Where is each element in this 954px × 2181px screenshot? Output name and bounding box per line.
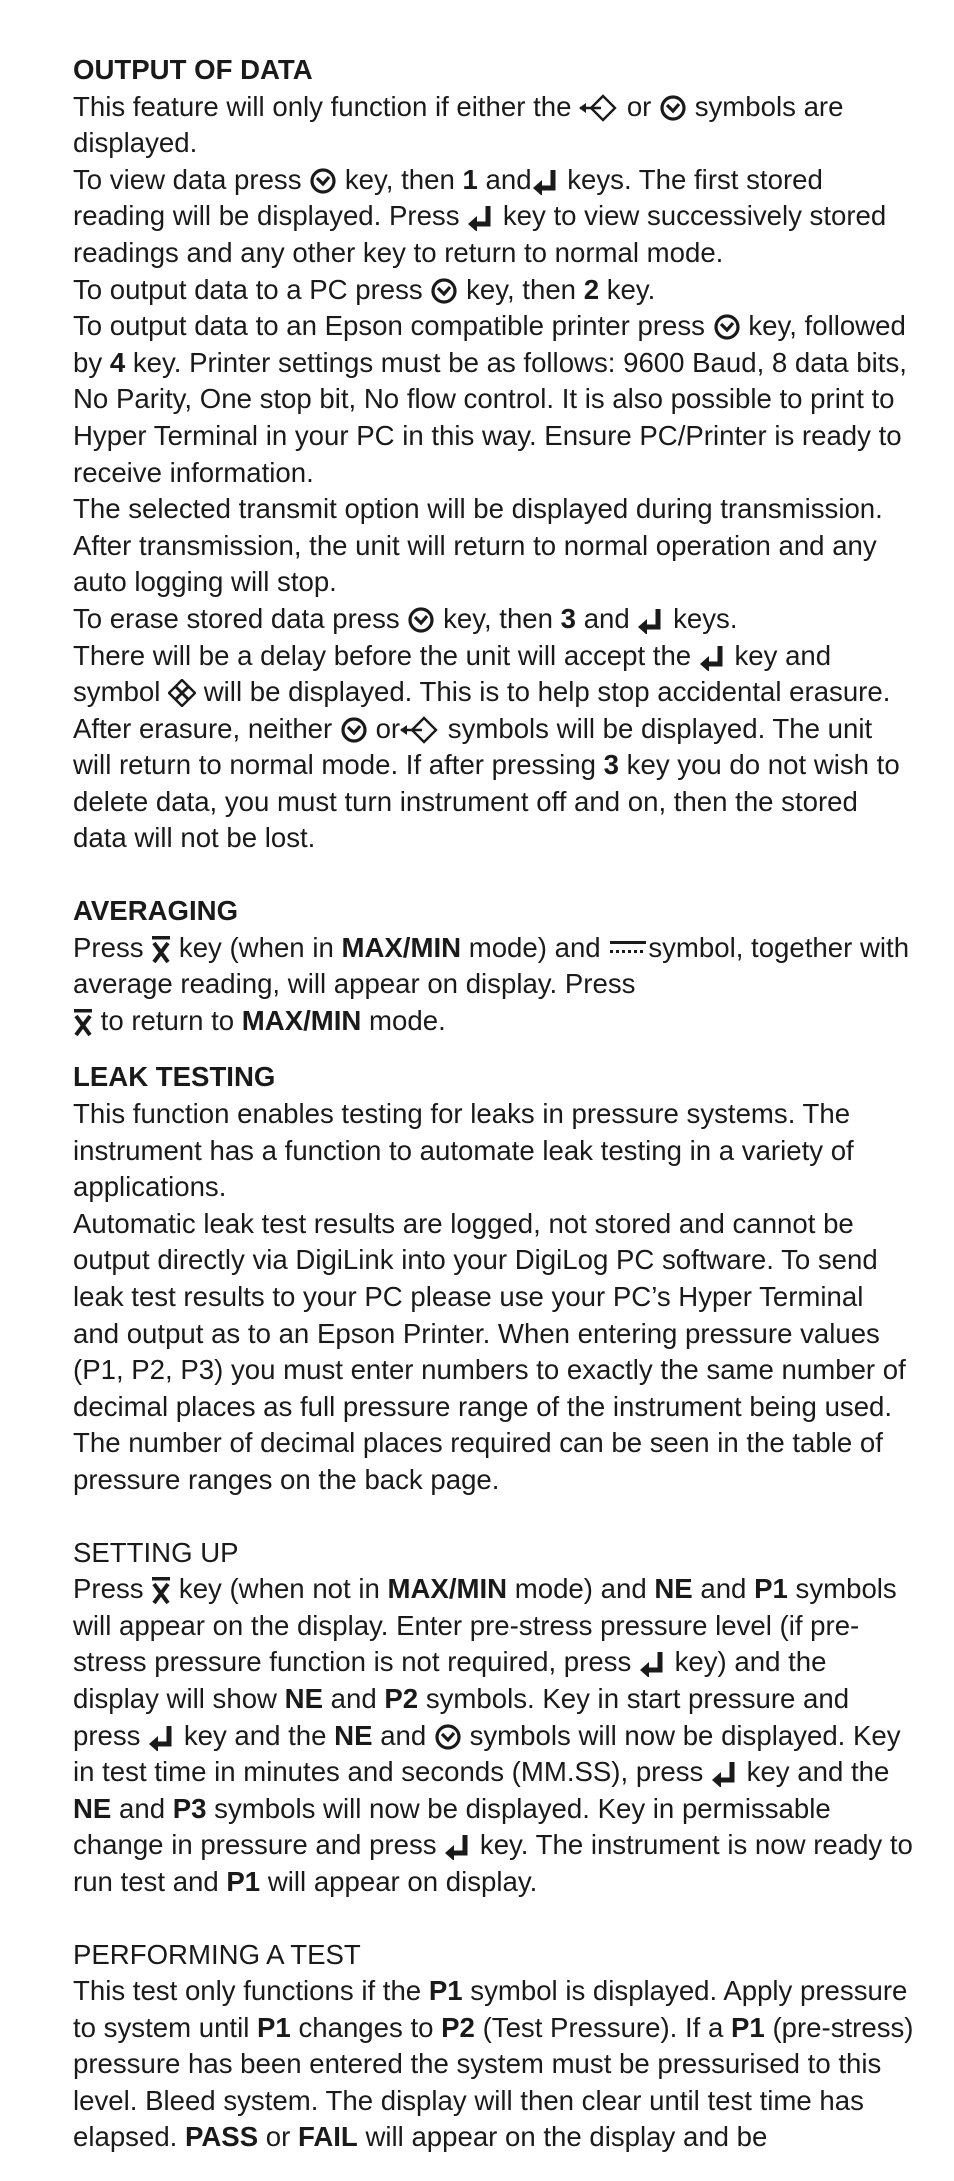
text: key) and the display will show xyxy=(73,1646,827,1714)
paragraph: Automatic leak test results are logged, not stored and cannot be output directly via DigiLink into your DigiLog PC software. To send leak test results to your PC please use your PC’s Hyper Terminal and output as to an Epson Printer. When entering pressure values (P1, P2, P3) you must enter numbers to exactly the same number of decimal places as full pressure range of the instrument being used. The number of decimal places required can be seen in the table of pressure ranges on the back page. xyxy=(73,1207,906,1495)
text: (pre-stress) pressure has been entered the system must be pressurised to this level. Bleed system. The display will then clear until test time has elapsed. xyxy=(73,2011,914,2153)
text: symbol is displayed. Apply pressure to system until xyxy=(73,1975,908,2043)
memory-clock-icon xyxy=(340,716,368,744)
text: will appear on the display and be xyxy=(365,2121,768,2153)
text: key. The instrument is now ready to run test and xyxy=(73,1829,913,1897)
x-bar-key-icon xyxy=(151,935,171,963)
key-label: 4 xyxy=(109,346,126,378)
enter-key-icon xyxy=(637,606,665,634)
symbol-label: P1 xyxy=(226,1865,261,1897)
heading-setting-up: SETTING UP xyxy=(73,1536,239,1568)
transmit-diamond-icon xyxy=(400,716,440,744)
mode-label: MAX/MIN xyxy=(241,1004,362,1036)
memory-clock-icon xyxy=(713,313,741,341)
paragraph xyxy=(73,1571,914,1900)
text: symbols will now be displayed. Key in test time in minutes and seconds (MM.SS), press xyxy=(73,1719,901,1788)
text: and xyxy=(380,1719,427,1751)
text: and xyxy=(485,163,532,195)
section-averaging xyxy=(73,893,914,1039)
text: key, then xyxy=(443,602,553,634)
paragraph xyxy=(73,638,914,858)
paragraph xyxy=(73,308,914,491)
key-label: 3 xyxy=(603,749,619,781)
enter-key-icon xyxy=(639,1649,667,1677)
erase-diamond-icon xyxy=(168,679,196,707)
text: To erase stored data press xyxy=(73,602,400,634)
transmit-diamond-icon xyxy=(579,94,619,122)
text: or xyxy=(265,2121,291,2153)
text: mode) and xyxy=(468,931,601,963)
x-bar-key-icon xyxy=(151,1576,171,1604)
enter-key-icon xyxy=(711,1759,739,1787)
paragraph xyxy=(73,162,914,272)
text: mode) and xyxy=(514,1573,647,1605)
memory-clock-icon xyxy=(309,167,337,195)
memory-clock-icon xyxy=(430,277,458,305)
section-output-of-data xyxy=(73,52,914,857)
text: key and symbol xyxy=(73,639,832,708)
average-symbol-icon xyxy=(608,935,648,963)
text: symbol, together with average reading, will appear on display. Press xyxy=(73,931,910,1000)
text: key. xyxy=(606,273,656,305)
text: key, then xyxy=(466,273,577,305)
symbol-label: NE xyxy=(284,1682,323,1714)
text: keys. xyxy=(673,602,738,634)
text: symbols will appear on the display. Enter pre-stress pressure level (if pre-stress pressure function is not required, press xyxy=(73,1573,897,1678)
text: symbols are displayed. xyxy=(73,90,844,159)
text: key and the xyxy=(183,1719,327,1751)
text: key, then xyxy=(344,163,455,195)
text: keys. The first stored reading will be displayed. Press xyxy=(73,163,823,232)
text: key, followed by xyxy=(73,310,906,378)
section-leak-testing xyxy=(73,1059,914,1498)
text: This feature will only function if either the xyxy=(73,90,572,122)
text: key. Printer settings must be as follows: 9600 Baud, 8 data bits, No Parity, One stop bit, No flow control. It is also possible to print to Hyper Terminal in your PC in this way. Ensure PC/Printer is ready to receive information. xyxy=(73,346,907,488)
text: This test only functions if the xyxy=(73,1975,422,2007)
text: There will be a delay before the unit will accept the xyxy=(73,639,692,671)
text: will appear on display. xyxy=(267,1865,538,1897)
symbol-label: NE xyxy=(73,1792,112,1824)
symbol-label: P1 xyxy=(754,1573,788,1605)
text: To view data press xyxy=(73,163,302,195)
heading-performing-a-test: PERFORMING A TEST xyxy=(73,1938,361,1970)
key-label: 3 xyxy=(560,602,577,634)
heading-output-of-data: OUTPUT OF DATA xyxy=(73,54,313,85)
heading-leak-testing: LEAK TESTING xyxy=(73,1061,276,1093)
symbol-label: NE xyxy=(654,1573,693,1605)
enter-key-icon xyxy=(148,1723,176,1751)
text: key (when not in xyxy=(178,1573,380,1605)
mode-label: MAX/MIN xyxy=(387,1573,508,1605)
symbol-label: P2 xyxy=(384,1682,419,1714)
text: key (when in xyxy=(178,931,334,963)
key-label: 1 xyxy=(462,163,478,195)
heading-averaging: AVERAGING xyxy=(73,895,239,927)
enter-key-icon xyxy=(532,167,560,195)
symbol-label: P1 xyxy=(428,1975,463,2007)
result-label: FAIL xyxy=(297,2121,358,2153)
symbol-label: P2 xyxy=(441,2011,475,2043)
paragraph: The selected transmit option will be displayed during transmission. After transmission, the unit will return to normal operation and any auto logging will stop. xyxy=(73,493,883,598)
text: key and the xyxy=(746,1756,890,1788)
text: To output data to an Epson compatible printer press xyxy=(73,310,705,342)
memory-clock-icon xyxy=(434,1723,462,1751)
symbol-label: P1 xyxy=(731,2011,765,2043)
enter-key-icon xyxy=(699,643,727,671)
text: symbols will be displayed. The unit will return to normal mode. If after pressing xyxy=(73,712,873,781)
enter-key-icon xyxy=(467,203,495,231)
text: (Test Pressure). If a xyxy=(482,2011,724,2043)
text: symbols will now be displayed. Key in permissable change in pressure and press xyxy=(73,1792,831,1861)
paragraph xyxy=(73,1973,914,2156)
enter-key-icon xyxy=(444,1832,472,1860)
text: or xyxy=(375,712,401,744)
text: and xyxy=(119,1792,166,1824)
section-performing-a-test xyxy=(73,1937,914,2157)
paragraph xyxy=(73,930,914,1040)
memory-clock-icon xyxy=(659,94,687,122)
text: Press xyxy=(73,931,144,963)
text: To output data to a PC press xyxy=(73,273,423,305)
symbol-label: NE xyxy=(334,1719,373,1751)
memory-clock-icon xyxy=(407,606,435,634)
text: mode. xyxy=(369,1004,446,1036)
text: key to view successively stored readings and any other key to return to normal mode. xyxy=(73,200,887,268)
text: to return to xyxy=(100,1004,235,1036)
symbol-label: P1 xyxy=(257,2011,291,2043)
text: and xyxy=(700,1573,747,1605)
mode-label: MAX/MIN xyxy=(341,931,462,963)
text: changes to xyxy=(298,2011,434,2043)
text: Press xyxy=(73,1573,144,1605)
paragraph: This function enables testing for leaks in pressure systems. The instrument has a function to automate leak testing in a variety of applications. xyxy=(73,1098,854,1203)
paragraph xyxy=(73,89,914,162)
text: will be displayed. This is to help stop accidental erasure. After erasure, neither xyxy=(73,676,891,744)
symbol-label: P3 xyxy=(172,1792,207,1824)
x-bar-key-icon xyxy=(73,1008,93,1036)
text: key you do not wish to delete data, you must turn instrument off and on, then the stored data will not be lost. xyxy=(73,749,900,854)
key-label: 2 xyxy=(583,273,600,305)
section-setting-up xyxy=(73,1535,914,1901)
paragraph xyxy=(73,601,914,638)
paragraph xyxy=(73,272,914,309)
result-label: PASS xyxy=(185,2121,259,2153)
text: or xyxy=(626,90,652,122)
text: symbols. Key in start pressure and press xyxy=(73,1682,850,1751)
text: and xyxy=(330,1682,377,1714)
text: and xyxy=(583,602,630,634)
